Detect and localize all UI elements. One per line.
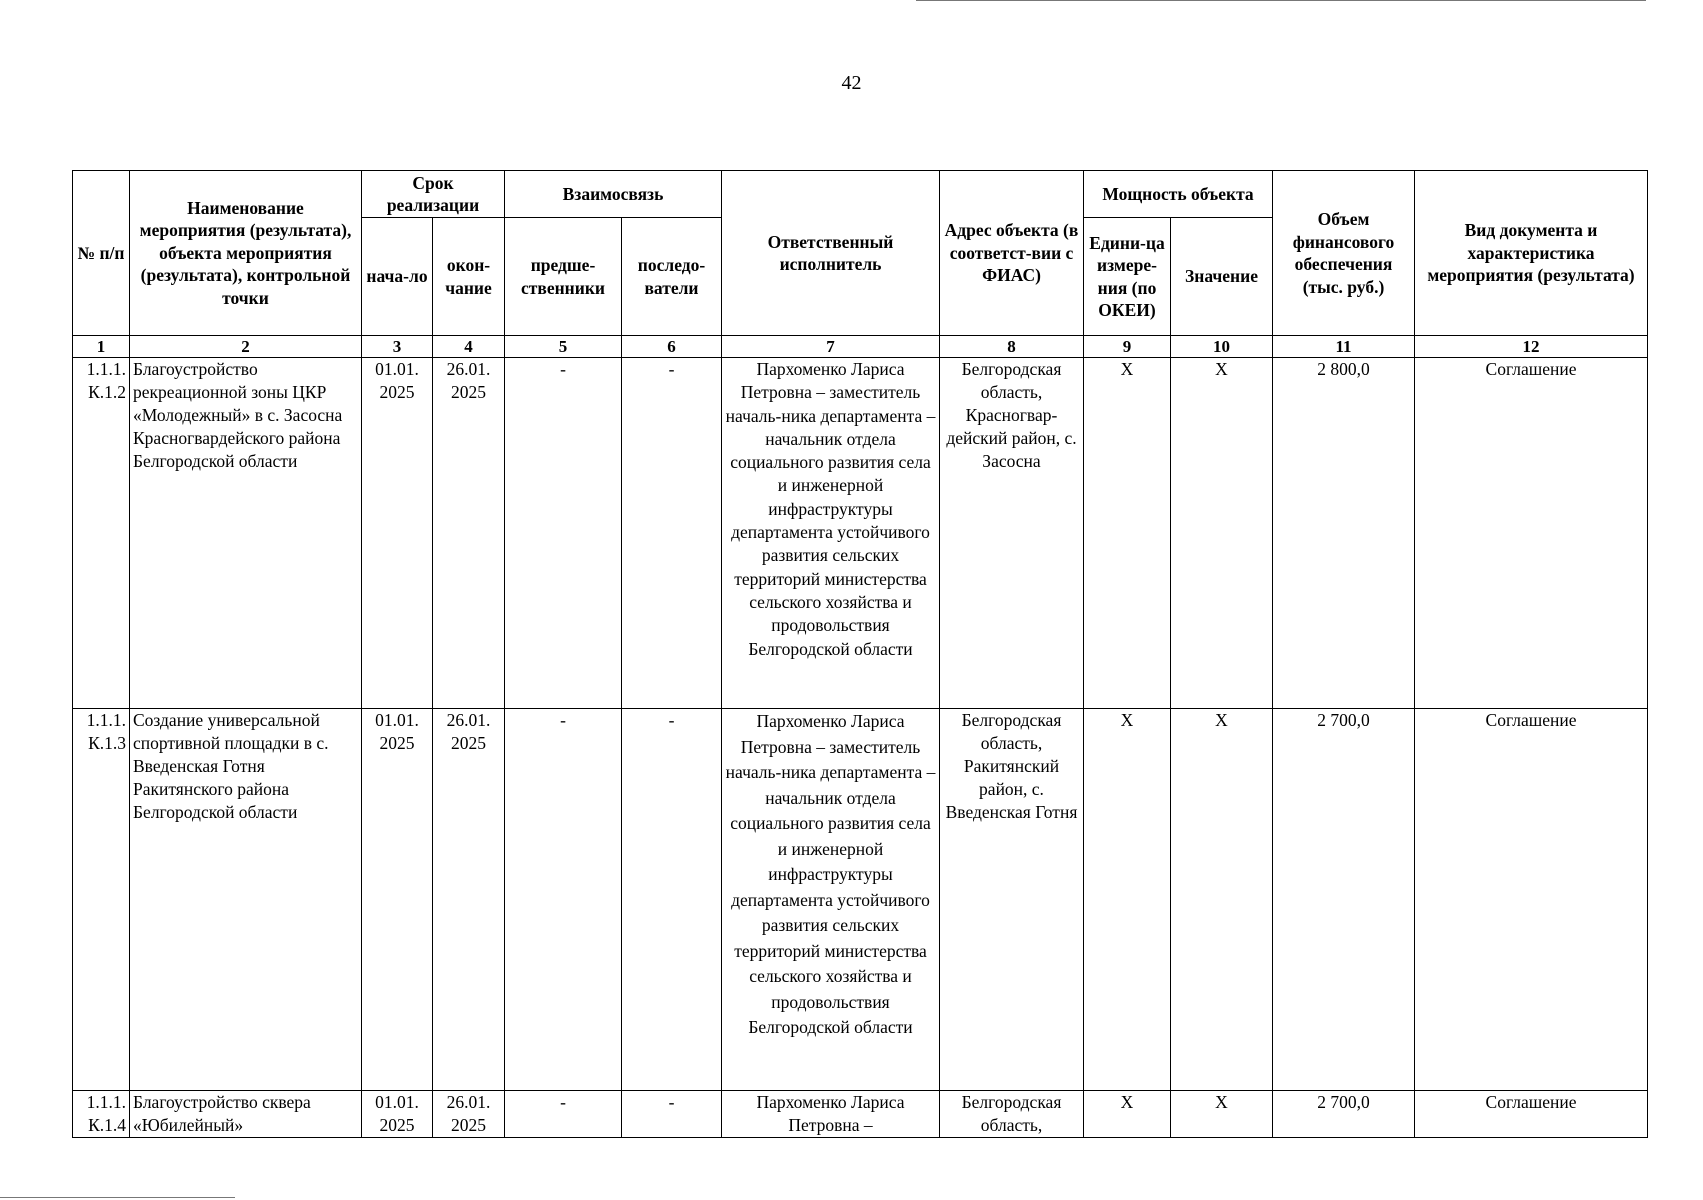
- row-document: Соглашение: [1415, 358, 1648, 709]
- header-capacity: Мощность объекта: [1084, 171, 1273, 218]
- table-row: [73, 1091, 1648, 1138]
- column-number: 8: [940, 336, 1084, 358]
- row-address: Белгородская область,: [940, 1091, 1084, 1138]
- header-term: Срок реализации: [362, 171, 505, 218]
- row-end: 26.01. 2025: [433, 358, 505, 709]
- header-document: Вид документа и характеристика мероприятия (результата): [1415, 171, 1648, 336]
- row-finance: 2 800,0: [1273, 358, 1415, 709]
- row-address: Белгородская область, Красногвар-дейский район, с. Засосна: [940, 358, 1084, 709]
- column-number: 4: [433, 336, 505, 358]
- column-number: 2: [130, 336, 362, 358]
- row-predecessors: -: [505, 358, 622, 709]
- row-value: X: [1171, 1091, 1273, 1138]
- header-finance: Объем финансового обеспечения (тыс. руб.): [1273, 171, 1415, 336]
- row-name: Создание универсальной спортивной площадки в с. Введенская Готня Ракитянского района Белгородской области: [130, 709, 362, 1091]
- table-row: [73, 709, 1648, 1091]
- header-successors: последо-ватели: [622, 218, 722, 336]
- row-number: 1.1.1. К.1.4: [73, 1091, 130, 1138]
- column-number-row: [73, 336, 1648, 358]
- column-number: 7: [722, 336, 940, 358]
- header-predecessors: предше-ственники: [505, 218, 622, 336]
- header-value: Значение: [1171, 218, 1273, 336]
- row-name: Благоустройство рекреационной зоны ЦКР «Молодежный» в с. Засосна Красногвардейского района Белгородской области: [130, 358, 362, 709]
- column-number: 10: [1171, 336, 1273, 358]
- header-end: окон-чание: [433, 218, 505, 336]
- footer-rule: [0, 1197, 235, 1198]
- row-unit: X: [1084, 1091, 1171, 1138]
- column-number: 12: [1415, 336, 1648, 358]
- row-finance: 2 700,0: [1273, 1091, 1415, 1138]
- row-value: X: [1171, 358, 1273, 709]
- header-relation: Взаимосвязь: [505, 171, 722, 218]
- header-num: № п/п: [73, 171, 130, 336]
- header-responsible: Ответственный исполнитель: [722, 171, 940, 336]
- row-address: Белгородская область, Ракитянский район, с. Введенская Готня: [940, 709, 1084, 1091]
- column-number: 5: [505, 336, 622, 358]
- column-number: 3: [362, 336, 433, 358]
- row-start: 01.01. 2025: [362, 709, 433, 1091]
- row-successors: -: [622, 1091, 722, 1138]
- row-predecessors: -: [505, 1091, 622, 1138]
- table-row: [73, 358, 1648, 709]
- row-number: 1.1.1. К.1.2: [73, 358, 130, 709]
- row-responsible: Пархоменко Лариса Петровна – заместитель началь-ника департамента – начальник отдела социального развития села и инженерной инфраструктуры департамента устойчивого развития сельских территорий министерства сельского хозяйства и продовольствия Белгородской области: [722, 358, 940, 709]
- row-start: 01.01. 2025: [362, 358, 433, 709]
- header-row-1: [73, 171, 1648, 218]
- page-number: 42: [841, 72, 862, 94]
- row-value: X: [1171, 709, 1273, 1091]
- row-document: Соглашение: [1415, 1091, 1648, 1138]
- row-successors: -: [622, 358, 722, 709]
- row-predecessors: -: [505, 709, 622, 1091]
- row-responsible: Пархоменко Лариса Петровна –: [722, 1091, 940, 1138]
- plan-table: [72, 170, 1648, 1138]
- header-start: нача-ло: [362, 218, 433, 336]
- header-unit: Едини-ца измере-ния (по ОКЕИ): [1084, 218, 1171, 336]
- row-document: Соглашение: [1415, 709, 1648, 1091]
- row-start: 01.01. 2025: [362, 1091, 433, 1138]
- row-name: Благоустройство сквера «Юбилейный»: [130, 1091, 362, 1138]
- row-number: 1.1.1. К.1.3: [73, 709, 130, 1091]
- row-responsible: Пархоменко Лариса Петровна – заместитель началь-ника департамента – начальник отдела социального развития села и инженерной инфраструктуры департамента устойчивого развития сельских территорий министерства сельского хозяйства и продовольствия Белгородской области: [722, 709, 940, 1091]
- row-unit: X: [1084, 709, 1171, 1091]
- row-end: 26.01. 2025: [433, 709, 505, 1091]
- column-number: 6: [622, 336, 722, 358]
- row-unit: X: [1084, 358, 1171, 709]
- header-address: Адрес объекта (в соответст-вии с ФИАС): [940, 171, 1084, 336]
- column-number: 9: [1084, 336, 1171, 358]
- row-finance: 2 700,0: [1273, 709, 1415, 1091]
- row-successors: -: [622, 709, 722, 1091]
- header-name: Наименование мероприятия (результата), объекта мероприятия (результата), контрольной точки: [130, 171, 362, 336]
- column-number: 1: [73, 336, 130, 358]
- column-number: 11: [1273, 336, 1415, 358]
- top-rule: [916, 0, 1646, 1]
- row-end: 26.01. 2025: [433, 1091, 505, 1138]
